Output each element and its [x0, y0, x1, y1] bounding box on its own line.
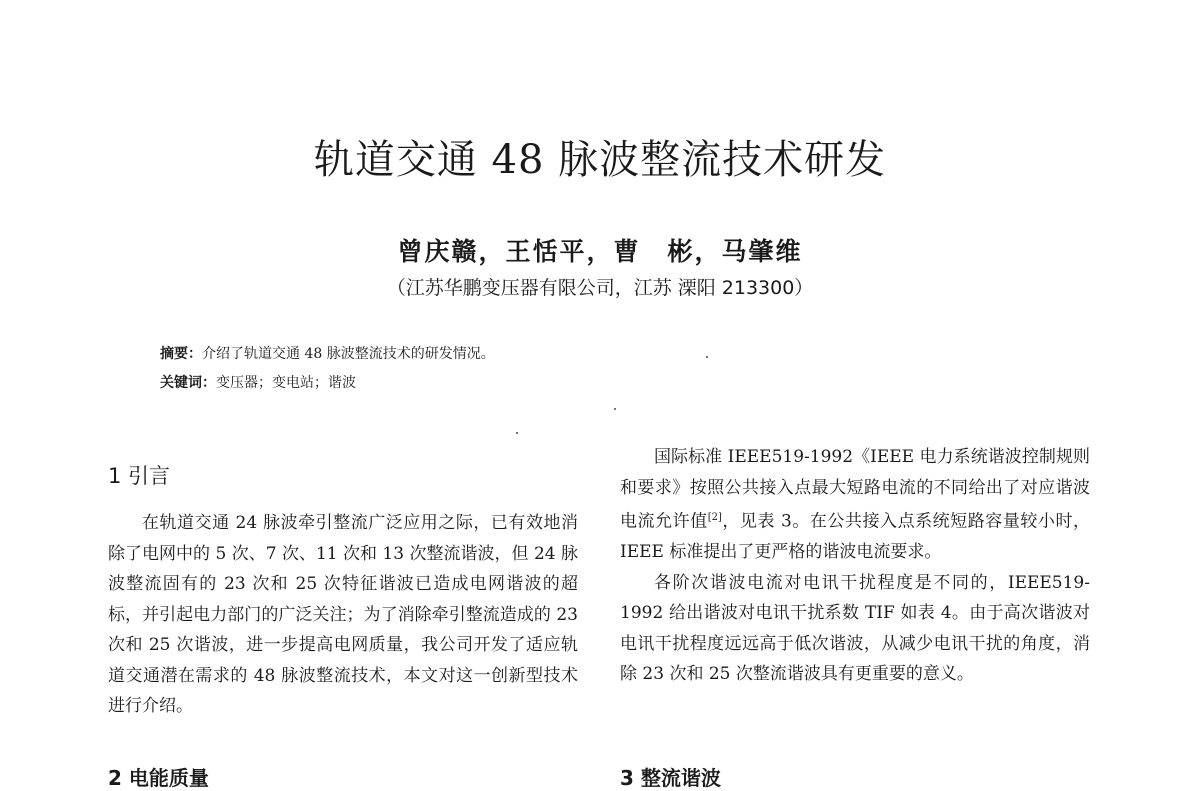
- abstract-label: 摘要：: [160, 346, 202, 362]
- author-affiliation: （江苏华鹏变压器有限公司，江苏 溧阳 213300）: [386, 277, 814, 299]
- paper-title: 轨道交通 48 脉波整流技术研发: [313, 137, 887, 183]
- keywords-label: 关键词：: [160, 375, 216, 391]
- intro-paragraph: 在轨道交通 24 脉波牵引整流广泛应用之际，已有效地消除了电网中的 5 次、7 次、11 次和 13 次整流谐波，但 24 脉波整流固有的 23 次和 25 次特征谐波已造成电网谐波的超标，并引起电力部门的广泛关注；为了消除牵引整流造成的 23 次和 25 次谐波，进一步提高电网质量，我公司开发了适应轨道交通潜在需求的 48 脉波整流技术，本文对这一创新型技术进行介绍。: [108, 513, 578, 716]
- scan-speck: [516, 432, 518, 434]
- abstract-text: 介绍了轨道交通 48 脉波整流技术的研发情况。: [202, 346, 495, 362]
- right-column: [620, 442, 1090, 690]
- section-heading-introduction: 1 引言: [108, 464, 171, 488]
- ieee-paragraph-text-a: 国际标准 IEEE519-1992《IEEE 电力系统谐波控制规则和要求》按照公共接入点最大短路电流的不同给出了对应谐波电流允许值: [620, 447, 1090, 532]
- scan-speck: [706, 356, 708, 358]
- keywords: [160, 372, 356, 392]
- author-list: 曾庆赣，王恬平，曹 彬，马肇维: [397, 237, 803, 266]
- ieee-standard-paragraph: [620, 442, 1090, 568]
- left-column: [108, 508, 578, 722]
- keywords-text: 变压器；变电站；谐波: [216, 375, 356, 391]
- reference-marker: [2]: [707, 512, 722, 523]
- ieee-paragraph-text-b: ，见表 3。在公共接入点系统短路容量较小时，IEEE 标准提出了更严格的谐波电流要求。: [620, 511, 1090, 563]
- abstract: [160, 343, 495, 363]
- tif-paragraph: 各阶次谐波电流对电讯干扰程度是不同的，IEEE519-1992 给出谐波对电讯干扰系数 TIF 如表 4。由于高次谐波对电讯干扰程度远远高于低次谐波，从减少电讯干扰的角度，消除 23 次和 25 次整流谐波具有更重要的意义。: [620, 572, 1090, 685]
- scan-speck: [614, 408, 616, 410]
- section-heading-power-quality: 2 电能质量: [108, 766, 209, 790]
- section-heading-rectifier-harmonics: 3 整流谐波: [620, 766, 721, 790]
